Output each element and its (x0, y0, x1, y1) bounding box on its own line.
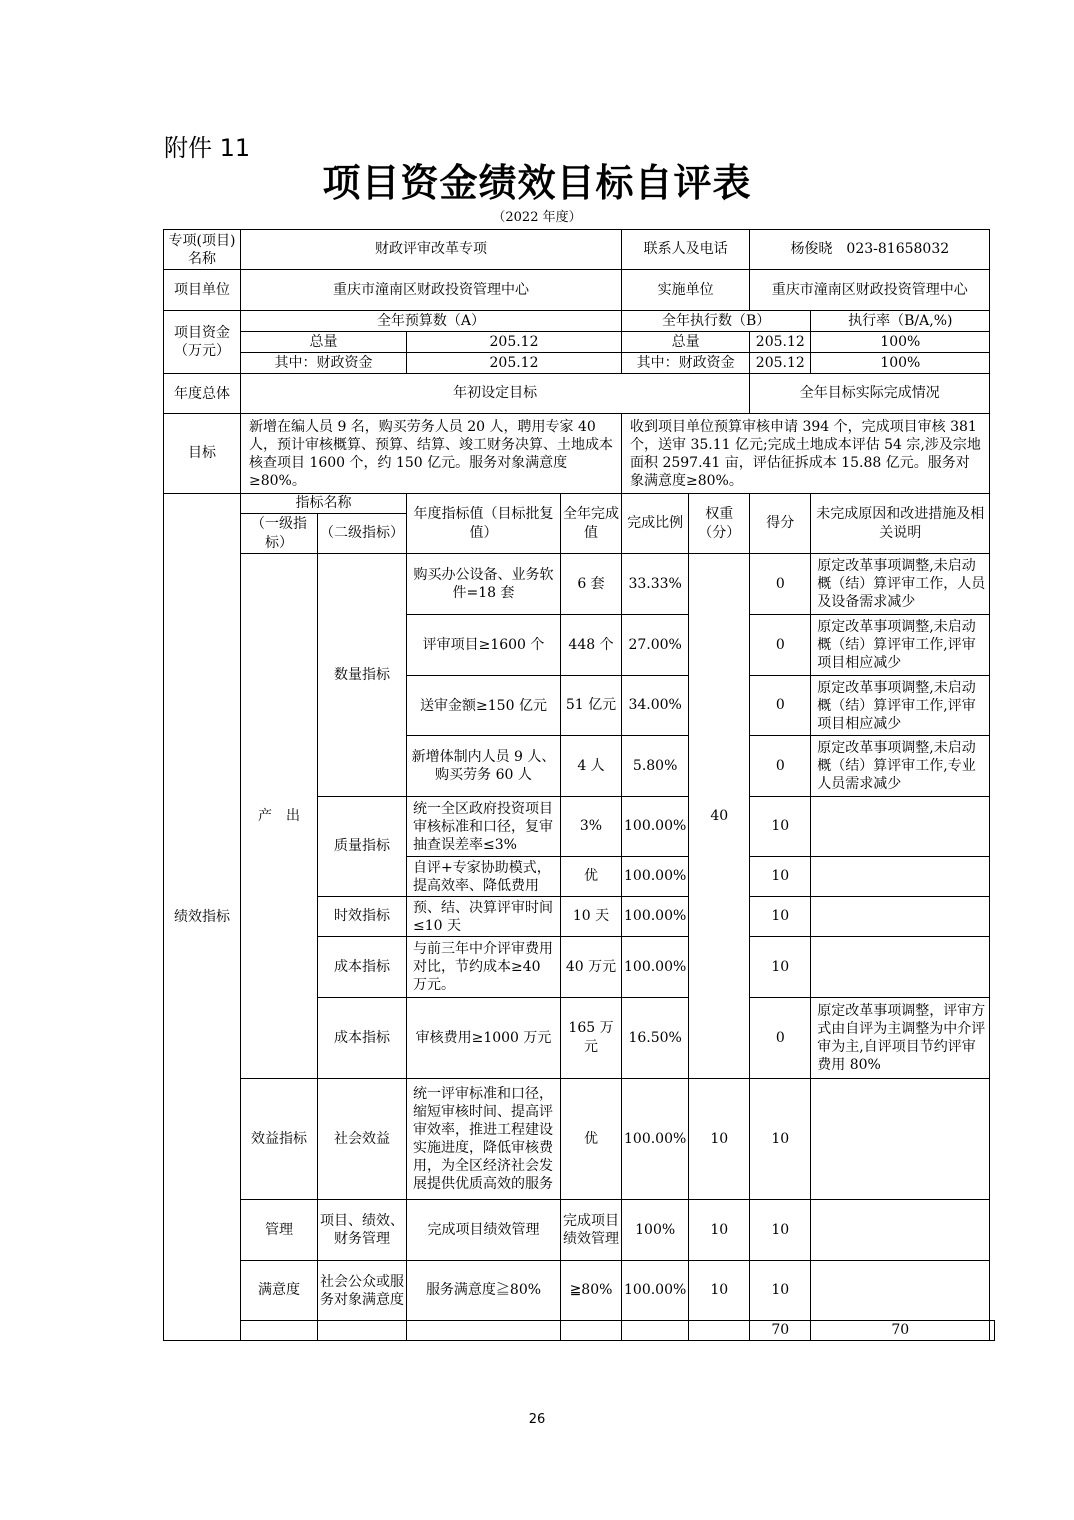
row-note: 原定改革事项调整,未启动概（结）算评审工作，人员及设备需求减少 (811, 554, 990, 615)
total-cell (990, 1321, 995, 1341)
row-note: 原定改革事项调整,未启动概（结）算评审工作,评审项目相应减少 (811, 615, 990, 676)
row-note: 原定改革事项调整,未启动概（结）算评审工作,专业人员需求减少 (811, 736, 990, 797)
row-note: 原定改革事项调整,未启动概（结）算评审工作,评审项目相应减少 (811, 676, 990, 736)
row-score: 0 (750, 736, 811, 797)
social-benefit-label: 社会效益 (318, 1079, 407, 1200)
row-score: 10 (750, 937, 811, 998)
row-target: 送审金额≥150 亿元 (407, 676, 561, 736)
total-cell (689, 1321, 750, 1341)
management-ratio: 100% (622, 1200, 689, 1261)
self-evaluation-table (163, 229, 995, 1341)
satisfaction-score: 10 (750, 1261, 811, 1321)
row-ratio: 34.00% (622, 676, 689, 736)
row-ratio: 5.80% (622, 736, 689, 797)
management-target: 完成项目绩效管理 (407, 1200, 561, 1261)
initial-goal-label: 年初设定目标 (241, 374, 750, 414)
indicator-name-head: 指标名称 (241, 494, 407, 514)
row-target: 自评+专家协助模式，提高效率、降低费用 (407, 857, 561, 897)
overall-year-label: 年度总体 (164, 374, 241, 414)
satisfaction-note (811, 1261, 990, 1321)
overall-goal-label: 目标 (164, 414, 241, 494)
page-title: 项目资金绩效目标自评表 (322, 161, 752, 205)
row-score: 0 (750, 554, 811, 615)
fiscal-budget: 205.12 (407, 353, 622, 374)
exec-label: 全年执行数（B） (622, 311, 811, 332)
row-score: 0 (750, 998, 811, 1079)
initial-goal-text: 新增在编人员 9 名，购买劳务人员 20 人，聘用专家 40 人，预计审核概算、预算、结算、竣工财务决算、土地成本核查项目 1600 个，约 150 亿元。服务对象满意度≥80%。 (241, 414, 622, 494)
unit-label: 项目单位 (164, 270, 241, 311)
page-number: 26 (528, 1412, 546, 1427)
total-weight: 70 (750, 1321, 811, 1341)
budget-label: 全年预算数（A） (241, 311, 622, 332)
row-score: 0 (750, 615, 811, 676)
time-label: 时效指标 (318, 897, 407, 937)
total-budget: 205.12 (407, 332, 622, 353)
row-note: 原定改革事项调整，评审方式由自评为主调整为中介评审为主,自评项目节约评审费用 80% (811, 998, 990, 1079)
row-ratio: 100.00% (622, 937, 689, 998)
rate-label: 执行率（B/A,%) (811, 311, 990, 332)
fiscal-exec: 205.12 (750, 353, 811, 374)
row-target: 与前三年中介评审费用对比，节约成本≥40 万元。 (407, 937, 561, 998)
row-ratio: 100.00% (622, 797, 689, 857)
row-target: 新增体制内人员 9 人、购买劳务 60 人 (407, 736, 561, 797)
total-score: 70 (811, 1321, 990, 1341)
row-value: 448 个 (561, 615, 622, 676)
row-value: 3% (561, 797, 622, 857)
total-cell (241, 1321, 318, 1341)
target-head: 年度指标值（目标批复值） (407, 494, 561, 554)
cost-label: 成本指标 (318, 937, 407, 998)
row-value: 165 万元 (561, 998, 622, 1079)
row-ratio: 27.00% (622, 615, 689, 676)
management-score: 10 (750, 1200, 811, 1261)
note-head: 未完成原因和改进措施及相关说明 (811, 494, 990, 554)
attachment-label: 附件 11 (164, 134, 251, 162)
row-score: 10 (750, 857, 811, 897)
satisfaction-target: 服务满意度≧80% (407, 1261, 561, 1321)
row-target: 审核费用≥1000 万元 (407, 998, 561, 1079)
benefit-value: 优 (561, 1079, 622, 1200)
impl-unit: 重庆市潼南区财政投资管理中心 (750, 270, 990, 311)
satisfaction-sub-label: 社会公众或服务对象满意度 (318, 1261, 407, 1321)
quantity-label: 数量指标 (318, 554, 407, 797)
row-ratio: 100.00% (622, 897, 689, 937)
total-cell (622, 1321, 689, 1341)
benefit-weight: 10 (689, 1079, 750, 1200)
indicators-label: 绩效指标 (164, 494, 241, 1341)
management-note (811, 1200, 990, 1261)
fiscal-exec-label: 其中：财政资金 (622, 353, 750, 374)
row-value: 优 (561, 857, 622, 897)
actual-goal-text: 收到项目单位预算审核申请 394 个，完成项目审核 381 个，送审 35.11 亿元;完成土地成本评估 54 宗,涉及宗地面积 2597.41 亩，评估征拆成本 15.88 亿元。服务对象满意度≥80%。 (622, 414, 990, 494)
row-ratio: 16.50% (622, 998, 689, 1079)
management-sub-label: 项目、绩效、财务管理 (318, 1200, 407, 1261)
cost-label: 成本指标 (318, 998, 407, 1079)
score-head: 得分 (750, 494, 811, 554)
benefit-label: 效益指标 (241, 1079, 318, 1200)
project-unit: 重庆市潼南区财政投资管理中心 (241, 270, 622, 311)
satisfaction-value: ≧80% (561, 1261, 622, 1321)
total-label: 总量 (241, 332, 407, 353)
row-score: 0 (750, 676, 811, 736)
total-rate: 100% (811, 332, 990, 353)
row-target: 统一全区政府投资项目审核标准和口径，复审抽查误差率≤3% (407, 797, 561, 857)
project-name-label: 专项(项目)名称 (164, 230, 241, 270)
project-name: 财政评审改革专项 (241, 230, 622, 270)
ratio-head: 完成比例 (622, 494, 689, 554)
weight-head: 权重（分） (689, 494, 750, 554)
management-weight: 10 (689, 1200, 750, 1261)
row-value: 10 天 (561, 897, 622, 937)
satisfaction-ratio: 100.00% (622, 1261, 689, 1321)
satisfaction-label: 满意度 (241, 1261, 318, 1321)
level2-head: （二级指标） (318, 514, 407, 554)
row-target: 预、结、决算评审时间≤10 天 (407, 897, 561, 937)
row-note (811, 857, 990, 897)
satisfaction-weight: 10 (689, 1261, 750, 1321)
total-cell (318, 1321, 407, 1341)
output-label: 产 出 (241, 554, 318, 1079)
year-label: （2022 年度） (492, 210, 582, 225)
row-ratio: 33.33% (622, 554, 689, 615)
total-exec: 205.12 (750, 332, 811, 353)
actual-goal-label: 全年目标实际完成情况 (750, 374, 990, 414)
row-score: 10 (750, 897, 811, 937)
quality-label: 质量指标 (318, 797, 407, 897)
row-ratio: 100.00% (622, 857, 689, 897)
contact-label: 联系人及电话 (622, 230, 750, 270)
row-target: 评审项目≥1600 个 (407, 615, 561, 676)
row-note (811, 797, 990, 857)
row-value: 6 套 (561, 554, 622, 615)
output-weight: 40 (689, 554, 750, 1079)
management-value: 完成项目绩效管理 (561, 1200, 622, 1261)
row-target: 购买办公设备、业务软件=18 套 (407, 554, 561, 615)
impl-label: 实施单位 (622, 270, 750, 311)
total-exec-label: 总量 (622, 332, 750, 353)
contact: 杨俊晓 023-81658032 (750, 230, 990, 270)
row-value: 40 万元 (561, 937, 622, 998)
row-value: 51 亿元 (561, 676, 622, 736)
level1-head: （一级指标） (241, 514, 318, 554)
total-cell (561, 1321, 622, 1341)
row-note (811, 937, 990, 998)
value-head: 全年完成值 (561, 494, 622, 554)
benefit-score: 10 (750, 1079, 811, 1200)
fiscal-label: 其中：财政资金 (241, 353, 407, 374)
row-score: 10 (750, 797, 811, 857)
benefit-target: 统一评审标准和口径，缩短审核时间、提高评审效率，推进工程建设实施进度，降低审核费用，为全区经济社会发展提供优质高效的服务 (407, 1079, 561, 1200)
benefit-ratio: 100.00% (622, 1079, 689, 1200)
row-value: 4 人 (561, 736, 622, 797)
benefit-note (811, 1079, 990, 1200)
funds-label: 项目资金（万元） (164, 311, 241, 374)
management-label: 管理 (241, 1200, 318, 1261)
row-note (811, 897, 990, 937)
total-cell (407, 1321, 561, 1341)
fiscal-rate: 100% (811, 353, 990, 374)
